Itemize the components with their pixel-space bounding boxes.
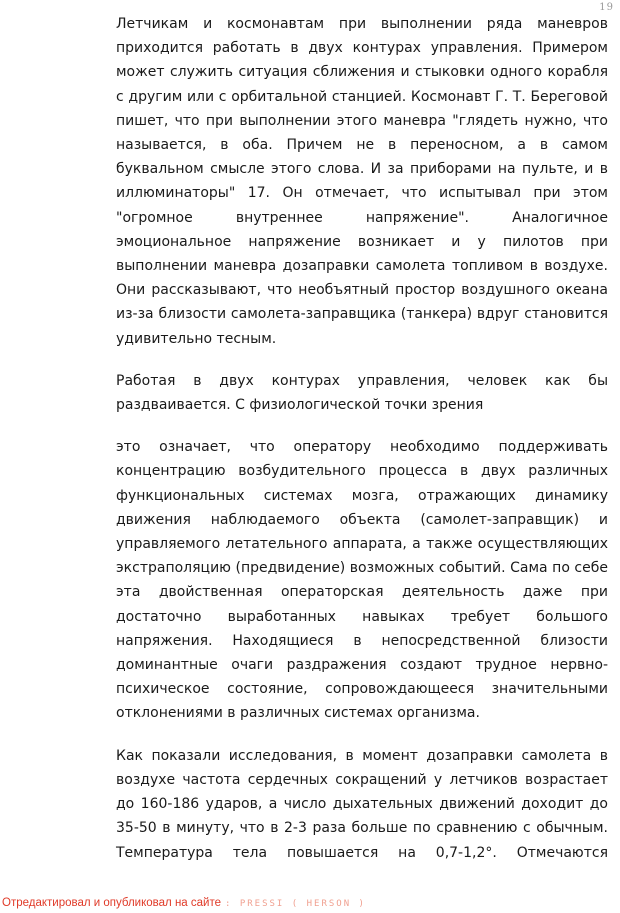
footer-credit xyxy=(2,897,366,909)
page-number: 19 xyxy=(599,2,614,13)
footer-text: Отредактировал и опубликовал на сайте xyxy=(2,897,221,909)
paragraph-1: Летчикам и космонавтам при выполнении ряда маневров приходится работать в двух контурах управления. Примером может служить ситуация сближения и стыковки одного корабля с другим или с орбитальной станцией. Космонавт Г. Т. Береговой пишет, что при выполнении этого маневра "глядеть нужно, что называется, в оба. Причем не в переносном, а в самом буквальном смысле этого слова. И за приборами на пульте, и в иллюминаторы" 17. Он отмечает, что испытывал при этом "огромное внутреннее напряжение". Аналогичное эмоциональное напряжение возникает и у пилотов при выполнении маневра дозаправки самолета топливом в воздухе. Они рассказывают, что необъятный простор воздушного океана из-за близости самолета-заправщика (танкера) вдруг становится удивительно тесным. xyxy=(116,16,608,347)
paragraph-2: Работая в двух контурах управления, человек как бы раздваивается. С физиологической точки зрения xyxy=(116,372,608,414)
document-body xyxy=(116,12,608,865)
paragraph-3: это означает, что оператору необходимо поддерживать концентрацию возбудительного процесса в двух различных функциональных системах мозга, отражающих динамику движения наблюдаемого объекта (самолет-заправщик) и управляемого летательного аппарата, а также осуществляющих экстраполяцию (предвидение) возможных событий. Сама по себе эта двойственная операторская деятельность даже при достаточно выработанных навыках требует большого напряжения. Находящиеся в непосредственной близости доминантные очаги раздражения создают трудное нервно-психическое состояние, сопровождающееся значительными отклонениями в различных системах организма. xyxy=(116,439,608,722)
paragraph-4: Как показали исследования, в момент дозаправки самолета в воздухе частота сердечных сокращений у летчиков возрастает до 160-186 ударов, а число дыхательных движений доходит до 35-50 в минуту, что в 2-3 раза больше по сравнению с обычным. Температура тела повышается на 0,7-1,2°. Отмечаются xyxy=(116,747,608,861)
footer-site-link[interactable]: : PRESSI ( HERSON ) xyxy=(225,899,366,909)
